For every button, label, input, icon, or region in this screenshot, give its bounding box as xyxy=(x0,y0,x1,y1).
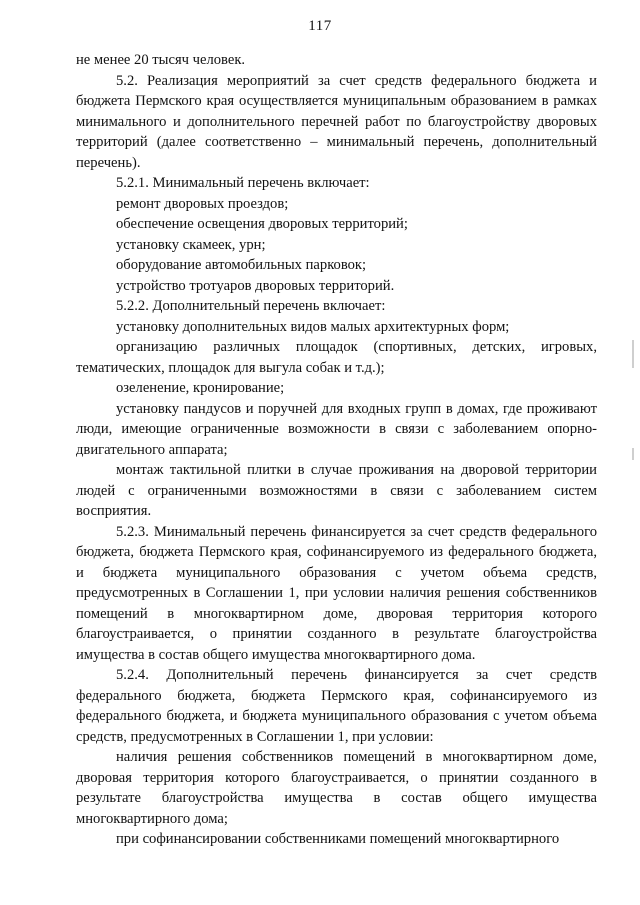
page-number: 117 xyxy=(308,18,332,34)
paragraph-5-2-2: 5.2.2. Дополнительный перечень включает: xyxy=(116,298,386,314)
list-item: при софинансировании собственниками помещений многоквартирного xyxy=(116,831,560,847)
list-item: обеспечение освещения дворовых территорий; xyxy=(116,216,408,232)
list-item: установку скамеек, урн; xyxy=(116,236,266,253)
list-item: устройство тротуаров дворовых территорий. xyxy=(116,277,395,294)
list-item: ремонт дворовых проездов; xyxy=(116,195,289,212)
list-item: организацию различных площадок (спортивных, детских, игровых, тематических, площадок для выгула собак и т.д.); xyxy=(76,339,597,376)
list-item: монтаж тактильной плитки в случае проживания на дворовой территории людей с ограниченными возможностями в связи с заболеванием систем восприятия. xyxy=(76,462,597,519)
list-item: установку дополнительных видов малых архитектурных форм; xyxy=(116,318,510,335)
list-item: установку пандусов и поручней для входных групп в домах, где проживают люди, имеющие ограниченные возможности в связи с заболеванием опорно-двигательного аппарата; xyxy=(76,400,597,458)
list-item: наличия решения собственников помещений в многоквартирном доме, дворовая территория которого благоустраивается, о принятии созданного в результате благоустройства имущества в состав общего имущества многоквартирного дома; xyxy=(76,749,597,827)
scan-margin-mark xyxy=(632,448,634,460)
list-item: озеленение, кронирование; xyxy=(116,380,285,396)
paragraph-5-2: 5.2. Реализация мероприятий за счет средств федерального бюджета и бюджета Пермского края осуществляется муниципальным образованием в рамках минимального и дополнительного перечней работ по благоустройству дворовых территорий (далее соответственно – минимальный перечень, дополнительный перечень). xyxy=(76,72,597,171)
document-body xyxy=(76,50,597,850)
paragraph-continuation: не менее 20 тысяч человек. xyxy=(76,52,246,68)
paragraph-5-2-1: 5.2.1. Минимальный перечень включает: xyxy=(116,175,370,191)
list-item: оборудование автомобильных парковок; xyxy=(116,257,367,273)
paragraph-5-2-3: 5.2.3. Минимальный перечень финансируется за счет средств федерального бюджета, бюджета Пермского края, софинансируемого из федерального бюджета, и бюджета муниципального образования с учетом объема средств, предусмотренных в Соглашении 1, при условии наличия решения собственников помещений в многоквартирном доме, дворовая территория которого благоустраивается, о принятии созданного в результате благоустройства имущества в состав общего имущества многоквартирного дома. xyxy=(76,523,597,663)
paragraph-5-2-4: 5.2.4. Дополнительный перечень финансируется за счет средств федерального бюджета, бюджета Пермского края, софинансируемого из федерального бюджета, и бюджета муниципального образования с учетом объема средств, предусмотренных в Соглашении 1, при условии: xyxy=(76,667,597,745)
scan-margin-mark xyxy=(632,340,634,368)
